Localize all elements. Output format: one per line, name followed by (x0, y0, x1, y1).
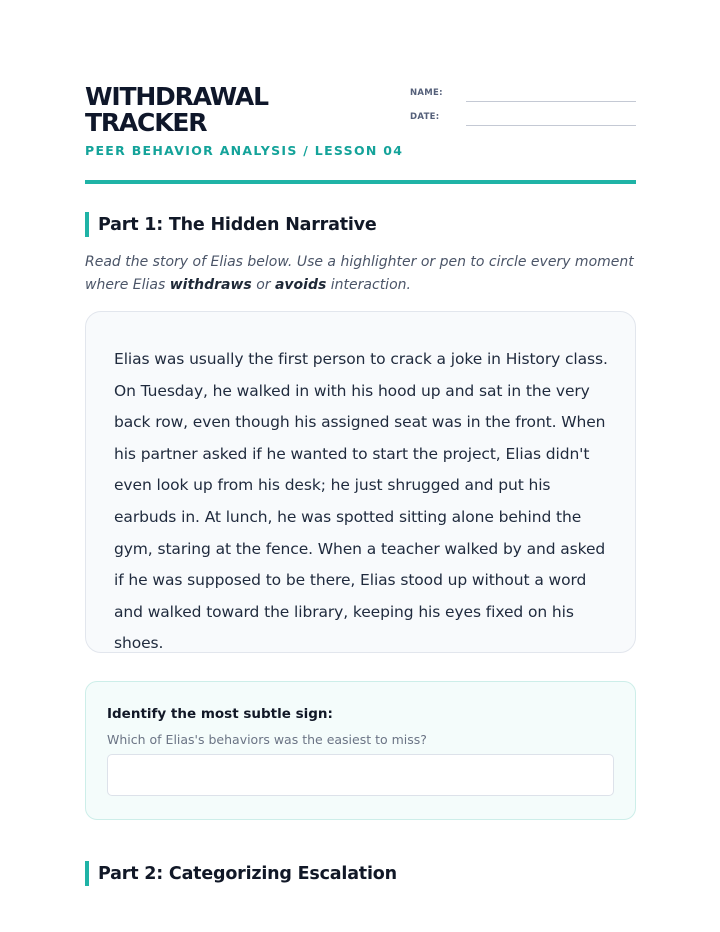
part2-accent-bar (85, 861, 89, 886)
name-field[interactable] (410, 84, 636, 108)
part1-title: Part 1: The Hidden Narrative (98, 215, 377, 235)
question-hint: Which of Elias's behaviors was the easiest to miss? (107, 732, 427, 747)
instructions-text-2: or (251, 276, 275, 293)
part1-heading (85, 212, 636, 238)
part2-heading (85, 861, 636, 887)
date-field[interactable] (410, 108, 636, 132)
student-info-fields (410, 84, 636, 132)
date-line[interactable] (466, 125, 636, 126)
header-divider (85, 180, 636, 184)
name-label: NAME: (410, 88, 443, 98)
story-box (85, 311, 636, 653)
answer-input[interactable] (107, 754, 614, 796)
instructions-text-1: Read the story of Elias below. Use a highlighter or pen to circle every moment where Elias (85, 254, 634, 293)
worksheet-page (85, 84, 636, 887)
name-line[interactable] (466, 101, 636, 102)
part1-instructions (85, 251, 636, 296)
question-title: Identify the most subtle sign: (107, 706, 333, 722)
question-card (85, 681, 636, 820)
instructions-bold-withdraws: withdraws (169, 276, 252, 293)
part2-title: Part 2: Categorizing Escalation (98, 864, 397, 884)
date-label: DATE: (410, 112, 440, 122)
worksheet-subtitle: PEER BEHAVIOR ANALYSIS / LESSON 04 (85, 143, 404, 158)
instructions-text-3: interaction. (326, 276, 411, 293)
part1-accent-bar (85, 212, 89, 237)
instructions-bold-avoids: avoids (274, 276, 327, 293)
worksheet-header (85, 84, 636, 176)
worksheet-title: WITHDRAWAL TRACKER (85, 82, 268, 137)
story-text[interactable]: Elias was usually the first person to crack a joke in History class. On Tuesday, he walked in with his hood up and sat in the very back row, even though his assigned seat was in the front. When his partner asked if he wanted to start the project, Elias didn't even look up from his desk; he just shrugged and put his earbuds in. At lunch, he was spotted sitting alone behind the gym, staring at the fence. When a teacher walked by and asked if he was supposed to be there, Elias stood up without a word and walked toward the library, keeping his eyes fixed on his shoes. (114, 350, 608, 653)
